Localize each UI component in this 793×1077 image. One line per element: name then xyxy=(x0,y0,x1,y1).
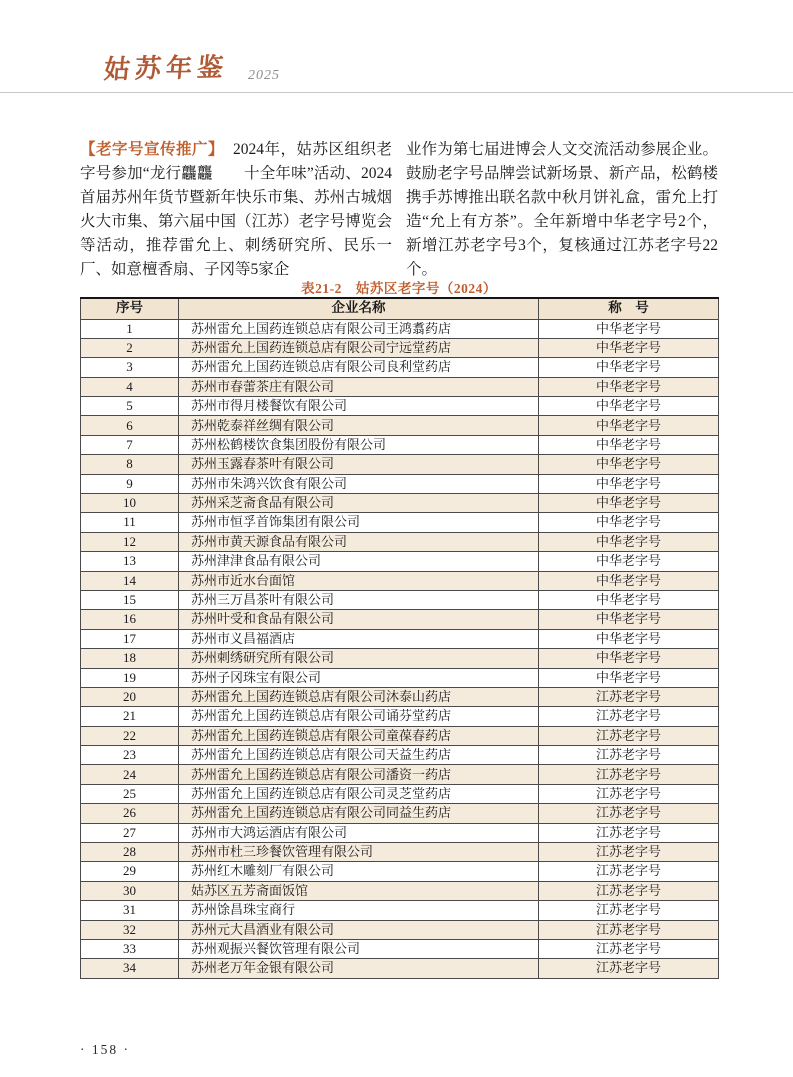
table-row xyxy=(81,784,719,803)
cell-serial: 21 xyxy=(81,707,179,726)
table-row xyxy=(81,416,719,435)
cell-company: 苏州馀昌珠宝商行 xyxy=(179,901,539,920)
table-row xyxy=(81,959,719,978)
cell-title: 江苏老字号 xyxy=(539,765,719,784)
table-row xyxy=(81,377,719,396)
entry-heading: 【老字号宣传推广】 xyxy=(80,141,224,158)
laozihao-table xyxy=(80,297,719,979)
cell-serial: 26 xyxy=(81,804,179,823)
cell-title: 中华老字号 xyxy=(539,397,719,416)
cell-serial: 6 xyxy=(81,416,179,435)
cell-serial: 23 xyxy=(81,746,179,765)
cell-serial: 12 xyxy=(81,532,179,551)
table-row xyxy=(81,649,719,668)
cell-company: 苏州市近水台面馆 xyxy=(179,571,539,590)
table-row xyxy=(81,746,719,765)
cell-company: 苏州老万年金银有限公司 xyxy=(179,959,539,978)
cell-serial: 2 xyxy=(81,338,179,357)
article-text-right: 业作为第七届进博会人文交流活动参展企业。鼓励老字号品牌尝试新场景、新产品，松鹤楼携手苏博推出联名款中秋月饼礼盒，雷允上打造“允上有方茶”。全年新增中华老字号2个，新增江苏老字号3个，复核通过江苏老字号22个。 xyxy=(406,141,718,278)
cell-company: 苏州雷允上国药连锁总店有限公司潘资一药店 xyxy=(179,765,539,784)
cell-company: 姑苏区五芳斋面饭馆 xyxy=(179,881,539,900)
cell-company: 苏州雷允上国药连锁总店有限公司童葆春药店 xyxy=(179,726,539,745)
cell-title: 江苏老字号 xyxy=(539,823,719,842)
article-paragraph xyxy=(80,138,718,282)
table-row xyxy=(81,940,719,959)
cell-title: 江苏老字号 xyxy=(539,940,719,959)
cell-company: 苏州元大昌酒业有限公司 xyxy=(179,920,539,939)
cell-title: 江苏老字号 xyxy=(539,687,719,706)
cell-title: 中华老字号 xyxy=(539,532,719,551)
cell-serial: 34 xyxy=(81,959,179,978)
cell-title: 江苏老字号 xyxy=(539,804,719,823)
cell-company: 苏州市大鸿运酒店有限公司 xyxy=(179,823,539,842)
cell-serial: 33 xyxy=(81,940,179,959)
table-row xyxy=(81,804,719,823)
cell-serial: 24 xyxy=(81,765,179,784)
cell-company: 苏州雷允上国药连锁总店有限公司同益生药店 xyxy=(179,804,539,823)
table-header-row xyxy=(81,298,719,319)
cell-company: 苏州雷允上国药连锁总店有限公司王鸿翥药店 xyxy=(179,319,539,338)
table-row xyxy=(81,455,719,474)
table-row xyxy=(81,920,719,939)
cell-company: 苏州市杜三珍餐饮管理有限公司 xyxy=(179,843,539,862)
cell-title: 中华老字号 xyxy=(539,338,719,357)
cell-company: 苏州市义昌福酒店 xyxy=(179,629,539,648)
cell-serial: 1 xyxy=(81,319,179,338)
table-row xyxy=(81,629,719,648)
cell-serial: 8 xyxy=(81,455,179,474)
yearbook-logo: 姑苏年鉴 xyxy=(102,52,230,85)
cell-serial: 11 xyxy=(81,513,179,532)
cell-serial: 22 xyxy=(81,726,179,745)
cell-title: 中华老字号 xyxy=(539,319,719,338)
table-row xyxy=(81,862,719,881)
cell-title: 中华老字号 xyxy=(539,435,719,454)
cell-serial: 4 xyxy=(81,377,179,396)
cell-company: 苏州雷允上国药连锁总店有限公司良利堂药店 xyxy=(179,358,539,377)
cell-serial: 29 xyxy=(81,862,179,881)
table-row xyxy=(81,823,719,842)
cell-title: 中华老字号 xyxy=(539,416,719,435)
cell-company: 苏州市春蕾茶庄有限公司 xyxy=(179,377,539,396)
cell-title: 中华老字号 xyxy=(539,358,719,377)
cell-title: 中华老字号 xyxy=(539,610,719,629)
cell-serial: 16 xyxy=(81,610,179,629)
cell-serial: 3 xyxy=(81,358,179,377)
cell-serial: 17 xyxy=(81,629,179,648)
cell-title: 中华老字号 xyxy=(539,494,719,513)
table-row xyxy=(81,319,719,338)
table-row xyxy=(81,571,719,590)
cell-company: 苏州刺绣研究所有限公司 xyxy=(179,649,539,668)
cell-company: 苏州玉露春茶叶有限公司 xyxy=(179,455,539,474)
table-row xyxy=(81,668,719,687)
cell-company: 苏州雷允上国药连锁总店有限公司诵芬堂药店 xyxy=(179,707,539,726)
table-row xyxy=(81,610,719,629)
cell-serial: 5 xyxy=(81,397,179,416)
cell-company: 苏州红木雕刻厂有限公司 xyxy=(179,862,539,881)
cell-company: 苏州津津食品有限公司 xyxy=(179,552,539,571)
table-row xyxy=(81,397,719,416)
cell-title: 中华老字号 xyxy=(539,629,719,648)
cell-company: 苏州观振兴餐饮管理有限公司 xyxy=(179,940,539,959)
table-row xyxy=(81,687,719,706)
cell-company: 苏州雷允上国药连锁总店有限公司天益生药店 xyxy=(179,746,539,765)
table-row xyxy=(81,765,719,784)
table-row xyxy=(81,435,719,454)
masthead-rule xyxy=(0,92,793,93)
cell-company: 苏州三万昌茶叶有限公司 xyxy=(179,590,539,609)
cell-title: 江苏老字号 xyxy=(539,726,719,745)
cell-title: 中华老字号 xyxy=(539,571,719,590)
page-number: · 158 · xyxy=(80,1042,130,1057)
cell-company: 苏州市得月楼餐饮有限公司 xyxy=(179,397,539,416)
column-header-title: 称 号 xyxy=(539,298,719,319)
cell-serial: 18 xyxy=(81,649,179,668)
cell-serial: 31 xyxy=(81,901,179,920)
cell-title: 中华老字号 xyxy=(539,552,719,571)
table-row xyxy=(81,474,719,493)
cell-title: 中华老字号 xyxy=(539,377,719,396)
cell-company: 苏州市恒孚首饰集团有限公司 xyxy=(179,513,539,532)
cell-title: 江苏老字号 xyxy=(539,881,719,900)
table-row xyxy=(81,338,719,357)
cell-serial: 10 xyxy=(81,494,179,513)
cell-serial: 32 xyxy=(81,920,179,939)
cell-serial: 9 xyxy=(81,474,179,493)
table-row xyxy=(81,494,719,513)
cell-company: 苏州雷允上国药连锁总店有限公司灵芝堂药店 xyxy=(179,784,539,803)
column-header-company: 企业名称 xyxy=(179,298,539,319)
cell-title: 江苏老字号 xyxy=(539,784,719,803)
cell-title: 江苏老字号 xyxy=(539,843,719,862)
table-row xyxy=(81,590,719,609)
cell-serial: 30 xyxy=(81,881,179,900)
cell-company: 苏州松鹤楼饮食集团股份有限公司 xyxy=(179,435,539,454)
cell-serial: 28 xyxy=(81,843,179,862)
cell-title: 江苏老字号 xyxy=(539,901,719,920)
cell-serial: 7 xyxy=(81,435,179,454)
cell-company: 苏州市朱鸿兴饮食有限公司 xyxy=(179,474,539,493)
table-row xyxy=(81,532,719,551)
cell-company: 苏州雷允上国药连锁总店有限公司沐泰山药店 xyxy=(179,687,539,706)
table-row xyxy=(81,513,719,532)
article-text-left: 2024年，姑苏区组织老字号参加“龙行龘龘 十全年味”活动、2024首届苏州年货节暨新年快乐市集、苏州古城烟火大市集、第六届中国（江苏）老字号博览会等活动，推荐雷允上、刺绣研究所、民乐一厂、如意檀香扇、子冈等5家企 xyxy=(80,141,392,278)
laozihao-table-body xyxy=(81,319,719,978)
cell-serial: 15 xyxy=(81,590,179,609)
cell-title: 中华老字号 xyxy=(539,455,719,474)
cell-title: 中华老字号 xyxy=(539,668,719,687)
page-masthead xyxy=(0,0,793,93)
cell-company: 苏州子冈珠宝有限公司 xyxy=(179,668,539,687)
cell-company: 苏州乾泰祥丝绸有限公司 xyxy=(179,416,539,435)
table-row xyxy=(81,552,719,571)
cell-title: 江苏老字号 xyxy=(539,959,719,978)
cell-serial: 27 xyxy=(81,823,179,842)
cell-serial: 20 xyxy=(81,687,179,706)
cell-company: 苏州雷允上国药连锁总店有限公司宁远堂药店 xyxy=(179,338,539,357)
cell-serial: 14 xyxy=(81,571,179,590)
table-row xyxy=(81,901,719,920)
cell-title: 中华老字号 xyxy=(539,649,719,668)
cell-title: 江苏老字号 xyxy=(539,746,719,765)
cell-company: 苏州叶受和食品有限公司 xyxy=(179,610,539,629)
yearbook-logo-year: 2025 xyxy=(248,68,280,83)
table-row xyxy=(81,707,719,726)
cell-company: 苏州市黄天源食品有限公司 xyxy=(179,532,539,551)
cell-title: 江苏老字号 xyxy=(539,707,719,726)
cell-serial: 25 xyxy=(81,784,179,803)
table-row xyxy=(81,358,719,377)
cell-company: 苏州采芝斋食品有限公司 xyxy=(179,494,539,513)
cell-serial: 13 xyxy=(81,552,179,571)
table-row xyxy=(81,843,719,862)
cell-title: 中华老字号 xyxy=(539,474,719,493)
table-row xyxy=(81,726,719,745)
article-column-right xyxy=(406,138,718,282)
cell-title: 江苏老字号 xyxy=(539,920,719,939)
cell-title: 中华老字号 xyxy=(539,513,719,532)
article-column-left xyxy=(80,138,392,282)
cell-serial: 19 xyxy=(81,668,179,687)
column-header-serial: 序号 xyxy=(81,298,179,319)
cell-title: 江苏老字号 xyxy=(539,862,719,881)
table-row xyxy=(81,881,719,900)
table-caption: 表21-2 姑苏区老字号（2024） xyxy=(301,281,497,296)
cell-title: 中华老字号 xyxy=(539,590,719,609)
